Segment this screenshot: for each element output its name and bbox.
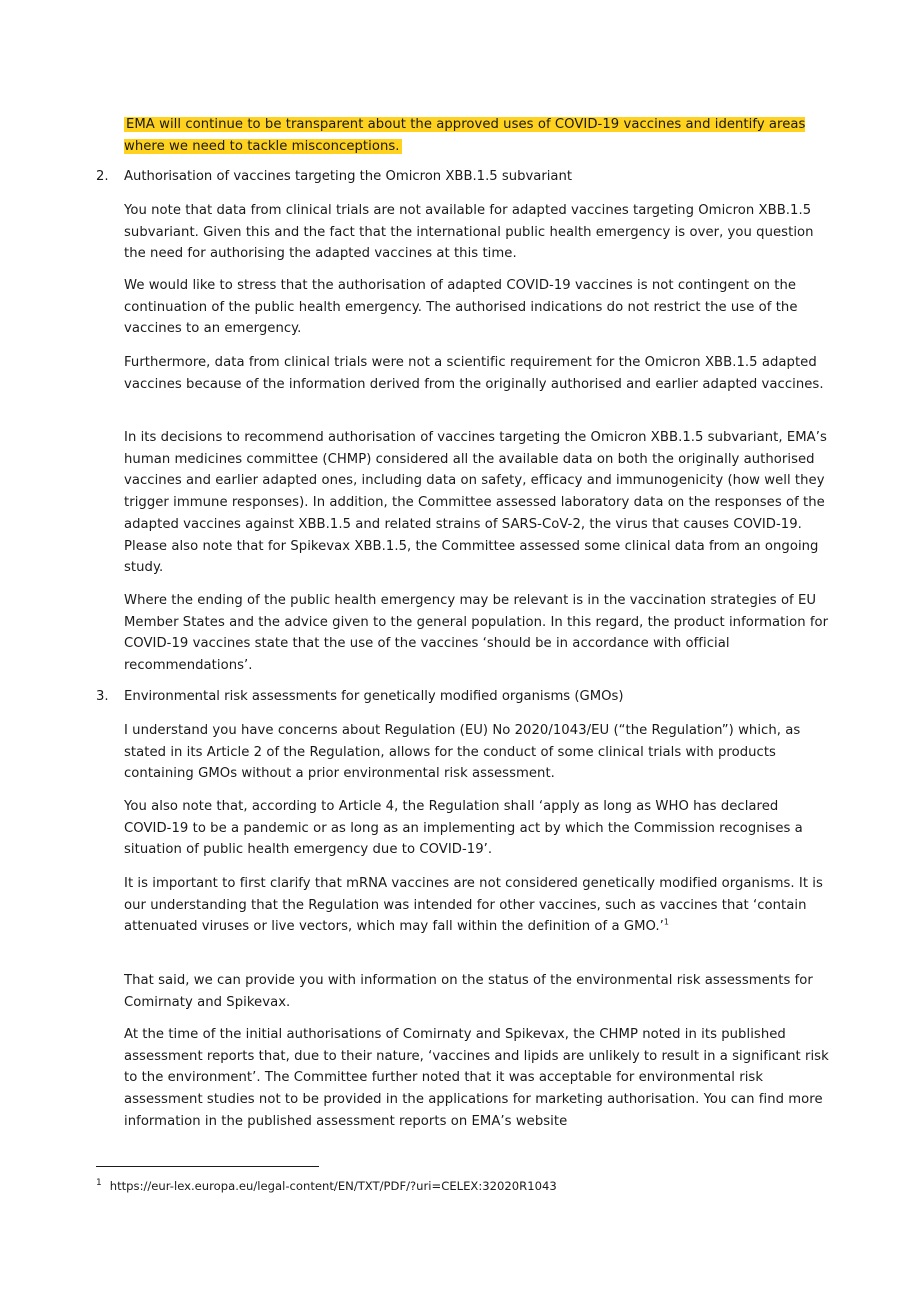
paragraph: In its decisions to recommend authorisation of vaccines targeting the Omicron XBB.1.5 subvariant, EMA’s human medicines committee (CHMP) considered all the available data on both the originally authorised vaccines and earlier adapted ones, including data on safety, efficacy and immunogenicity (how well they trigger immune responses). In addition, the Committee assessed laboratory data on the responses of the adapted vaccines against XBB.1.5 and related strains of SARS-CoV-2, the virus that causes COVID-19. Please also note that for Spikevax XBB.1.5, the Committee assessed some clinical data from an ongoing study. (124, 430, 827, 576)
paragraph: Furthermore, data from clinical trials were not a scientific requirement for the Omicron XBB.1.5 adapted vaccines because of the information derived from the originally authorised and earlier adapted vaccines. (124, 355, 824, 392)
section-2-heading (96, 166, 836, 188)
footnote (96, 1176, 557, 1196)
paragraph: At the time of the initial authorisations of Comirnaty and Spikevax, the CHMP noted in its published assessment reports that, due to their nature, ‘vaccines and lipids are unlikely to result in a significant risk to the environment’. The Committee further noted that it was acceptable for environmental risk assessment studies not to be provided in the applications for marketing authorisation. You can find more information in the published assessment reports on EMA’s website (124, 1027, 829, 1129)
paragraph: You note that data from clinical trials are not available for adapted vaccines targeting Omicron XBB.1.5 subvariant. Given this and the fact that the international public health emergency is over, you question the need for authorising the adapted vaccines at this time. (124, 203, 814, 262)
paragraph: You also note that, according to Article 4, the Regulation shall ‘apply as long as WHO has declared COVID-19 to be a pandemic or as long as an implementing act by which the Commission recognises a situation of public health emergency due to COVID-19’. (124, 799, 803, 858)
paragraph: I understand you have concerns about Regulation (EU) No 2020/1043/EU (“the Regulation”) which, as stated in its Article 2 of the Regulation, allows for the conduct of some clinical trials with products containing GMOs without a prior environmental risk assessment. (124, 723, 801, 782)
paragraph (124, 873, 829, 938)
section-number: 2. (96, 169, 109, 184)
footnote-link[interactable]: https://eur-lex.europa.eu/legal-content/EN/TXT/PDF/?uri=CELEX:32020R1043 (109, 1179, 557, 1193)
paragraph: That said, we can provide you with information on the status of the environmental risk assessments for Comirnaty and Spikevax. (124, 973, 813, 1010)
highlighted-text: EMA will continue to be transparent about the approved uses of COVID-19 vaccines and identify areas where we need to tackle misconceptions. (124, 117, 806, 154)
intro-paragraph (124, 114, 829, 157)
section-number: 3. (96, 689, 109, 704)
footnote-mark: 1 (96, 1178, 102, 1189)
paragraph: Where the ending of the public health emergency may be relevant is in the vaccination strategies of EU Member States and the advice given to the general population. In this regard, the product information for COVID-19 vaccines state that the use of the vaccines ‘should be in accordance with official recommendations’. (124, 593, 829, 674)
footnote-reference[interactable]: 1 (663, 918, 670, 928)
footnote-divider (96, 1166, 319, 1167)
section-title: Authorisation of vaccines targeting the Omicron XBB.1.5 subvariant (124, 169, 573, 184)
paragraph: We would like to stress that the authorisation of adapted COVID-19 vaccines is not contingent on the continuation of the public health emergency. The authorised indications do not restrict the use of the vaccines to an emergency. (124, 278, 798, 337)
section-3-heading (96, 686, 836, 708)
paragraph-text: It is important to first clarify that mRNA vaccines are not considered genetically modified organisms. It is our understanding that the Regulation was intended for other vaccines, such as vaccines that ‘contain attenuated viruses or live vectors, which may fall within the definition of a GMO.’ (124, 876, 823, 935)
section-title: Environmental risk assessments for genetically modified organisms (GMOs) (124, 689, 624, 704)
